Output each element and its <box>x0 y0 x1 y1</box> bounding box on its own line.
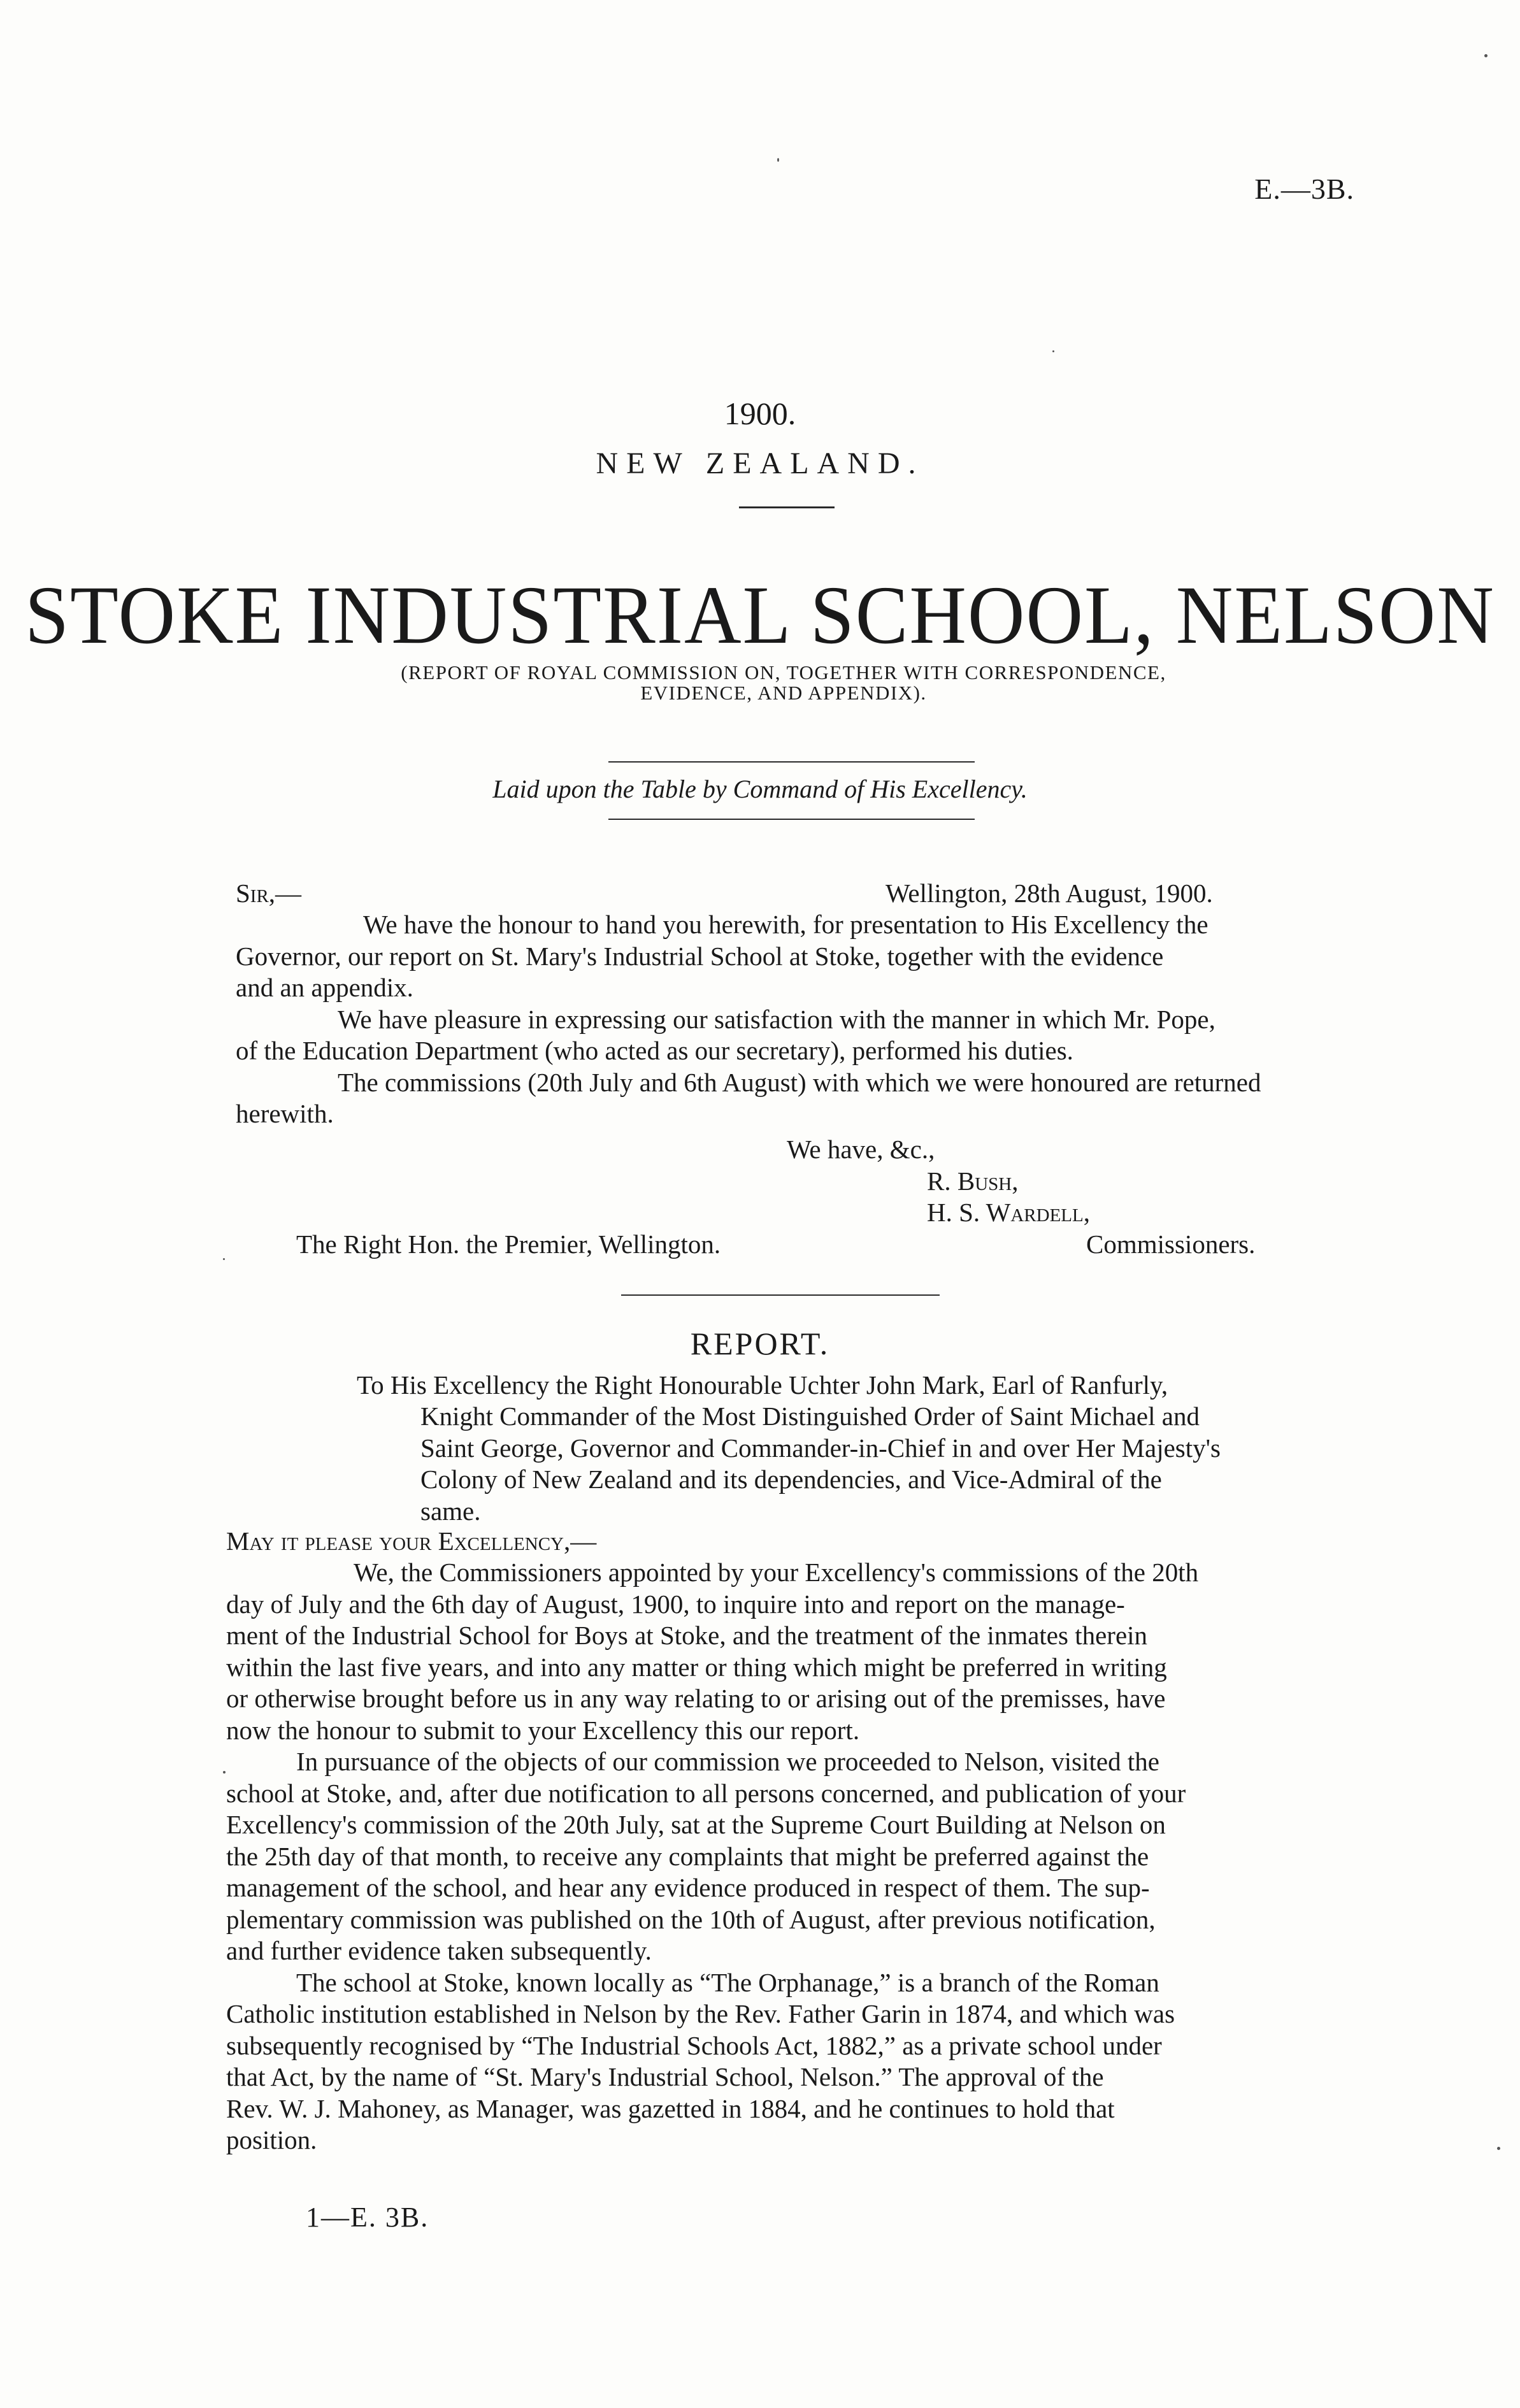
text-line: school at Stoke, and, after due notification to all persons concerned, and publication of your <box>226 1778 1186 1808</box>
signatory-bush: R. Bush, <box>927 1166 1019 1196</box>
text-line: and an appendix. <box>236 973 413 1002</box>
text-line: Knight Commander of the Most Distinguished Order of Saint Michael and <box>420 1401 1200 1431</box>
divider-report <box>621 1294 940 1296</box>
publication-year: 1900. <box>724 396 796 431</box>
divider-laid-bottom <box>608 819 975 820</box>
text-line: herewith. <box>236 1099 334 1128</box>
divider-laid-top <box>608 761 975 763</box>
report-body <box>226 1557 1328 2156</box>
text-line: We, the Commissioners appointed by your Excellency's commissions of the 20th <box>354 1558 1199 1587</box>
text-line: and further evidence taken subsequently. <box>226 1936 652 1965</box>
scan-speck <box>1497 2147 1500 2150</box>
scan-speck <box>1484 54 1488 57</box>
scan-speck <box>223 1258 225 1260</box>
text-line: or otherwise brought before us in any way relating to or arising out of the premisses, have <box>226 1684 1166 1713</box>
scan-speck <box>777 158 779 162</box>
text-line: Governor, our report on St. Mary's Industrial School at Stoke, together with the evidence <box>236 941 1164 971</box>
text-line: Colony of New Zealand and its dependencies, and Vice-Admiral of the <box>420 1465 1162 1494</box>
letter-salutation: Sir,— <box>236 878 302 908</box>
document-subtitle <box>344 663 1223 703</box>
text-line: In pursuance of the objects of our commission we proceeded to Nelson, visited the <box>296 1747 1159 1776</box>
letter-paragraph <box>236 909 1328 1130</box>
text-line: We have pleasure in expressing our satisfaction with the manner in which Mr. Pope, <box>338 1004 1215 1034</box>
signature-mark: 1—E. 3B. <box>306 2202 429 2233</box>
text-line: ment of the Industrial School for Boys at Stoke, and the treatment of the inmates therein <box>226 1621 1148 1650</box>
text-line: position. <box>226 2125 317 2154</box>
text-line: We have the honour to hand you herewith, for presentation to His Excellency the <box>363 910 1208 939</box>
text-line: The school at Stoke, known locally as “The Orphanage,” is a branch of the Roman <box>296 1967 1159 1997</box>
text-line: Catholic institution established in Nelson by the Rev. Father Garin in 1874, and which was <box>226 1999 1175 2028</box>
scan-speck <box>1052 350 1054 352</box>
text-line: that Act, by the name of “St. Mary's Industrial School, Nelson.” The approval of the <box>226 2062 1104 2091</box>
report-address-block <box>420 1401 1328 1527</box>
text-line: Excellency's commission of the 20th July, sat at the Supreme Court Building at Nelson on <box>226 1810 1166 1839</box>
letter-addressee: The Right Hon. the Premier, Wellington. <box>296 1229 721 1259</box>
report-opening: May it please your Excellency,— <box>226 1526 597 1556</box>
text-line: Saint George, Governor and Commander-in-Chief in and over Her Majesty's <box>420 1433 1221 1463</box>
divider-short <box>739 506 835 508</box>
page-reference: E.—3B. <box>1254 173 1354 205</box>
letter-place-date: Wellington, 28th August, 1900. <box>885 878 1213 908</box>
scan-speck <box>223 1771 226 1774</box>
text-line: subsequently recognised by “The Industrial Schools Act, 1882,” as a private school under <box>226 2030 1162 2060</box>
letter-closing: We have, &c., <box>787 1135 935 1164</box>
text-line: of the Education Department (who acted as our secretary), performed his duties. <box>236 1036 1073 1065</box>
text-line: management of the school, and hear any evidence produced in respect of them. The sup- <box>226 1873 1150 1902</box>
laid-upon-table-note: Laid upon the Table by Command of His Excellency. <box>492 775 1028 803</box>
text-line: day of July and the 6th day of August, 1900, to inquire into and report on the manage- <box>226 1589 1125 1619</box>
signatory-role: Commissioners. <box>1086 1229 1256 1259</box>
text-line: Rev. W. J. Mahoney, as Manager, was gazetted in 1884, and he continues to hold that <box>226 2093 1115 2123</box>
signatory-wardell: H. S. Wardell, <box>927 1198 1090 1227</box>
text-line: plementary commission was published on the 10th of August, after previous notification, <box>226 1904 1156 1934</box>
text-line: The commissions (20th July and 6th August) with which we were honoured are returned <box>338 1067 1261 1097</box>
text-line: the 25th day of that month, to receive any complaints that might be preferred against the <box>226 1841 1149 1871</box>
country-heading: NEW ZEALAND. <box>596 447 924 480</box>
report-address-line: To His Excellency the Right Honourable Uchter John Mark, Earl of Ranfurly, <box>357 1370 1168 1400</box>
report-heading: REPORT. <box>690 1326 830 1361</box>
text-line: same. <box>420 1496 481 1526</box>
subtitle-line: (REPORT OF ROYAL COMMISSION ON, TOGETHER WITH CORRESPONDENCE, <box>401 661 1166 684</box>
text-line: within the last five years, and into any matter or thing which might be preferred in writing <box>226 1652 1167 1682</box>
text-line: now the honour to submit to your Excellency this our report. <box>226 1715 860 1745</box>
subtitle-line: EVIDENCE, AND APPENDIX). <box>640 682 927 704</box>
document-title: STOKE INDUSTRIAL SCHOOL, NELSON <box>25 569 1495 661</box>
